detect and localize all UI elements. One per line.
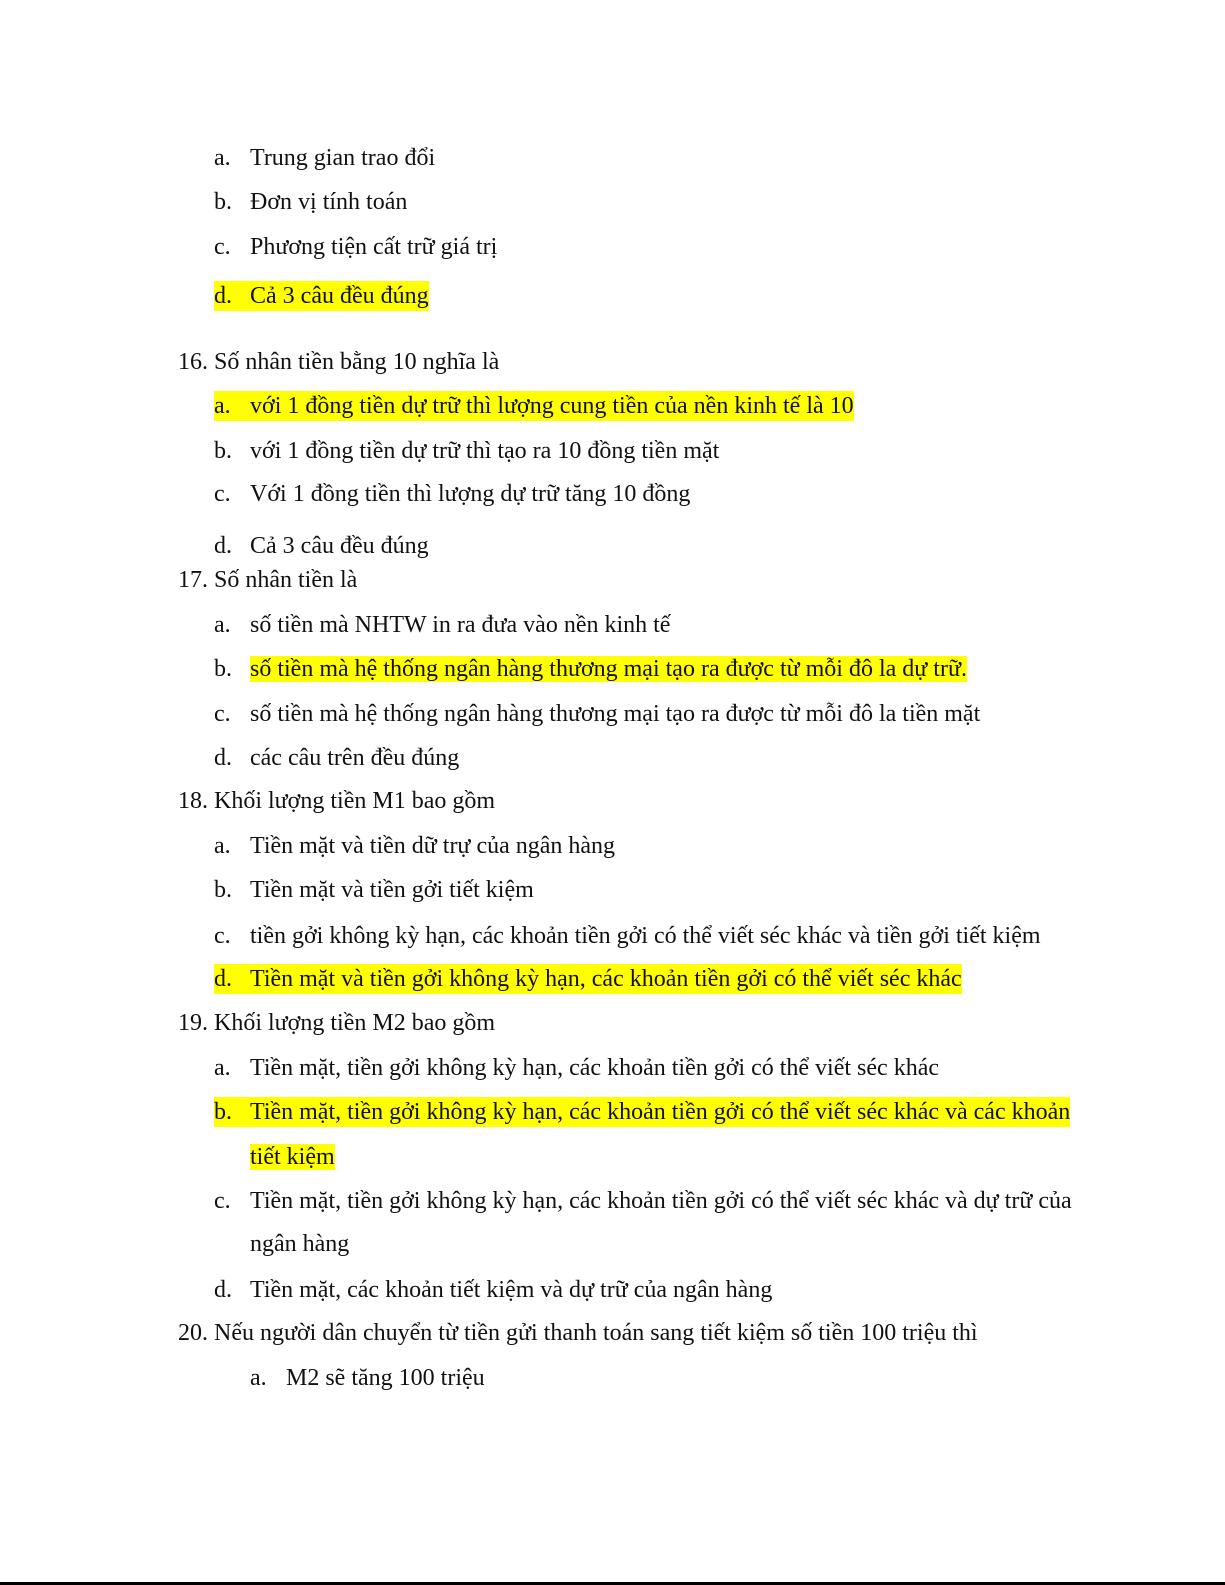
q18-option-c — [214, 921, 1041, 951]
option-label: c. — [214, 701, 231, 727]
option-text: Phương tiện cất trữ giá trị — [250, 234, 498, 260]
option-text: Tiền mặt, các khoản tiết kiệm và dự trữ của ngân hàng — [250, 1277, 773, 1303]
option-label: d. — [214, 283, 232, 309]
option-text: Đơn vị tính toán — [250, 189, 408, 215]
q19-option-b-highlighted — [214, 1097, 1070, 1127]
q15-option-c — [214, 232, 497, 262]
q15-option-a — [214, 143, 435, 173]
q16-option-c — [214, 479, 690, 509]
q16-option-d — [214, 531, 429, 561]
option-label: c. — [214, 1188, 231, 1214]
option-label: b. — [214, 438, 232, 464]
option-label: a. — [214, 612, 231, 638]
q19-option-a — [214, 1053, 939, 1083]
q15-option-d-highlighted — [214, 281, 429, 311]
option-text: số tiền mà hệ thống ngân hàng thương mại tạo ra được từ mỗi đô la dự trữ. — [250, 656, 967, 682]
question-text: Số nhân tiền là — [214, 567, 358, 593]
q19-option-c-continuation — [250, 1229, 349, 1259]
q18-option-a — [214, 831, 615, 861]
question-20 — [178, 1318, 978, 1348]
q20-option-a — [250, 1363, 485, 1393]
q19-option-d — [214, 1275, 772, 1305]
q18-option-d-highlighted — [214, 964, 962, 994]
option-text: Tiền mặt và tiền dữ trự của ngân hàng — [250, 833, 616, 859]
option-label: a. — [214, 833, 231, 859]
q15-option-b — [214, 187, 407, 217]
option-text-continuation: tiết kiệm — [250, 1144, 335, 1170]
option-text: Tiền mặt và tiền gởi không kỳ hạn, các khoản tiền gởi có thể viết séc khác — [250, 966, 962, 992]
option-label: b. — [214, 877, 232, 903]
q17-option-c — [214, 699, 980, 729]
option-label: d. — [214, 1277, 232, 1303]
option-text: Cả 3 câu đều đúng — [250, 283, 429, 309]
option-label: c. — [214, 234, 231, 260]
option-text: Cả 3 câu đều đúng — [250, 533, 429, 559]
option-label: b. — [214, 1099, 232, 1125]
option-label: a. — [214, 145, 231, 171]
option-text: Tiền mặt và tiền gởi tiết kiệm — [250, 877, 534, 903]
question-number: 18. — [178, 788, 208, 814]
option-text: Tiền mặt, tiền gởi không kỳ hạn, các khoản tiền gởi có thể viết séc khác và dự trữ của — [250, 1188, 1072, 1214]
option-label: a. — [214, 1055, 231, 1081]
question-16 — [178, 347, 499, 377]
question-number: 17. — [178, 567, 208, 593]
question-number: 16. — [178, 349, 208, 375]
q19-option-c — [214, 1186, 1072, 1216]
option-text: M2 sẽ tăng 100 triệu — [286, 1365, 485, 1391]
option-text: số tiền mà hệ thống ngân hàng thương mại tạo ra được từ mỗi đô la tiền mặt — [250, 701, 981, 727]
q19-option-b-continuation — [250, 1142, 335, 1172]
question-text: Số nhân tiền bằng 10 nghĩa là — [214, 349, 500, 375]
option-label: d. — [214, 745, 232, 771]
q16-option-a-highlighted — [214, 391, 854, 421]
option-text: Trung gian trao đổi — [250, 145, 436, 171]
option-text: tiền gởi không kỳ hạn, các khoản tiền gởi có thể viết séc khác và tiền gởi tiết kiệm — [250, 923, 1041, 949]
option-label: a. — [250, 1365, 267, 1391]
option-label: c. — [214, 481, 231, 507]
question-number: 19. — [178, 1010, 208, 1036]
option-label: a. — [214, 393, 231, 419]
q16-option-b — [214, 436, 719, 466]
question-text: Khối lượng tiền M1 bao gồm — [214, 788, 496, 814]
q17-option-d — [214, 743, 459, 773]
option-text: Tiền mặt, tiền gởi không kỳ hạn, các khoản tiền gởi có thể viết séc khác và các khoản — [250, 1099, 1071, 1125]
question-17 — [178, 565, 357, 595]
option-label: b. — [214, 189, 232, 215]
q17-option-a — [214, 610, 670, 640]
option-label: c. — [214, 923, 231, 949]
question-number: 20. — [178, 1320, 208, 1346]
question-19 — [178, 1008, 495, 1038]
question-text: Khối lượng tiền M2 bao gồm — [214, 1010, 496, 1036]
q18-option-b — [214, 875, 534, 905]
option-label: d. — [214, 533, 232, 559]
q17-option-b-highlighted — [214, 654, 967, 684]
option-text: Tiền mặt, tiền gởi không kỳ hạn, các khoản tiền gởi có thể viết séc khác — [250, 1055, 939, 1081]
option-text: với 1 đồng tiền dự trữ thì lượng cung tiền của nền kinh tế là 10 — [250, 393, 854, 419]
option-label: d. — [214, 966, 232, 992]
option-text-continuation: ngân hàng — [250, 1231, 350, 1257]
option-text: Với 1 đồng tiền thì lượng dự trữ tăng 10 đồng — [250, 481, 691, 507]
question-text: Nếu người dân chuyển từ tiền gửi thanh toán sang tiết kiệm số tiền 100 triệu thì — [214, 1320, 978, 1346]
question-18 — [178, 786, 495, 816]
option-label: b. — [214, 656, 232, 682]
option-text: với 1 đồng tiền dự trữ thì tạo ra 10 đồng tiền mặt — [250, 438, 720, 464]
option-text: các câu trên đều đúng — [250, 745, 460, 771]
option-text: số tiền mà NHTW in ra đưa vào nền kinh tế — [250, 612, 671, 638]
